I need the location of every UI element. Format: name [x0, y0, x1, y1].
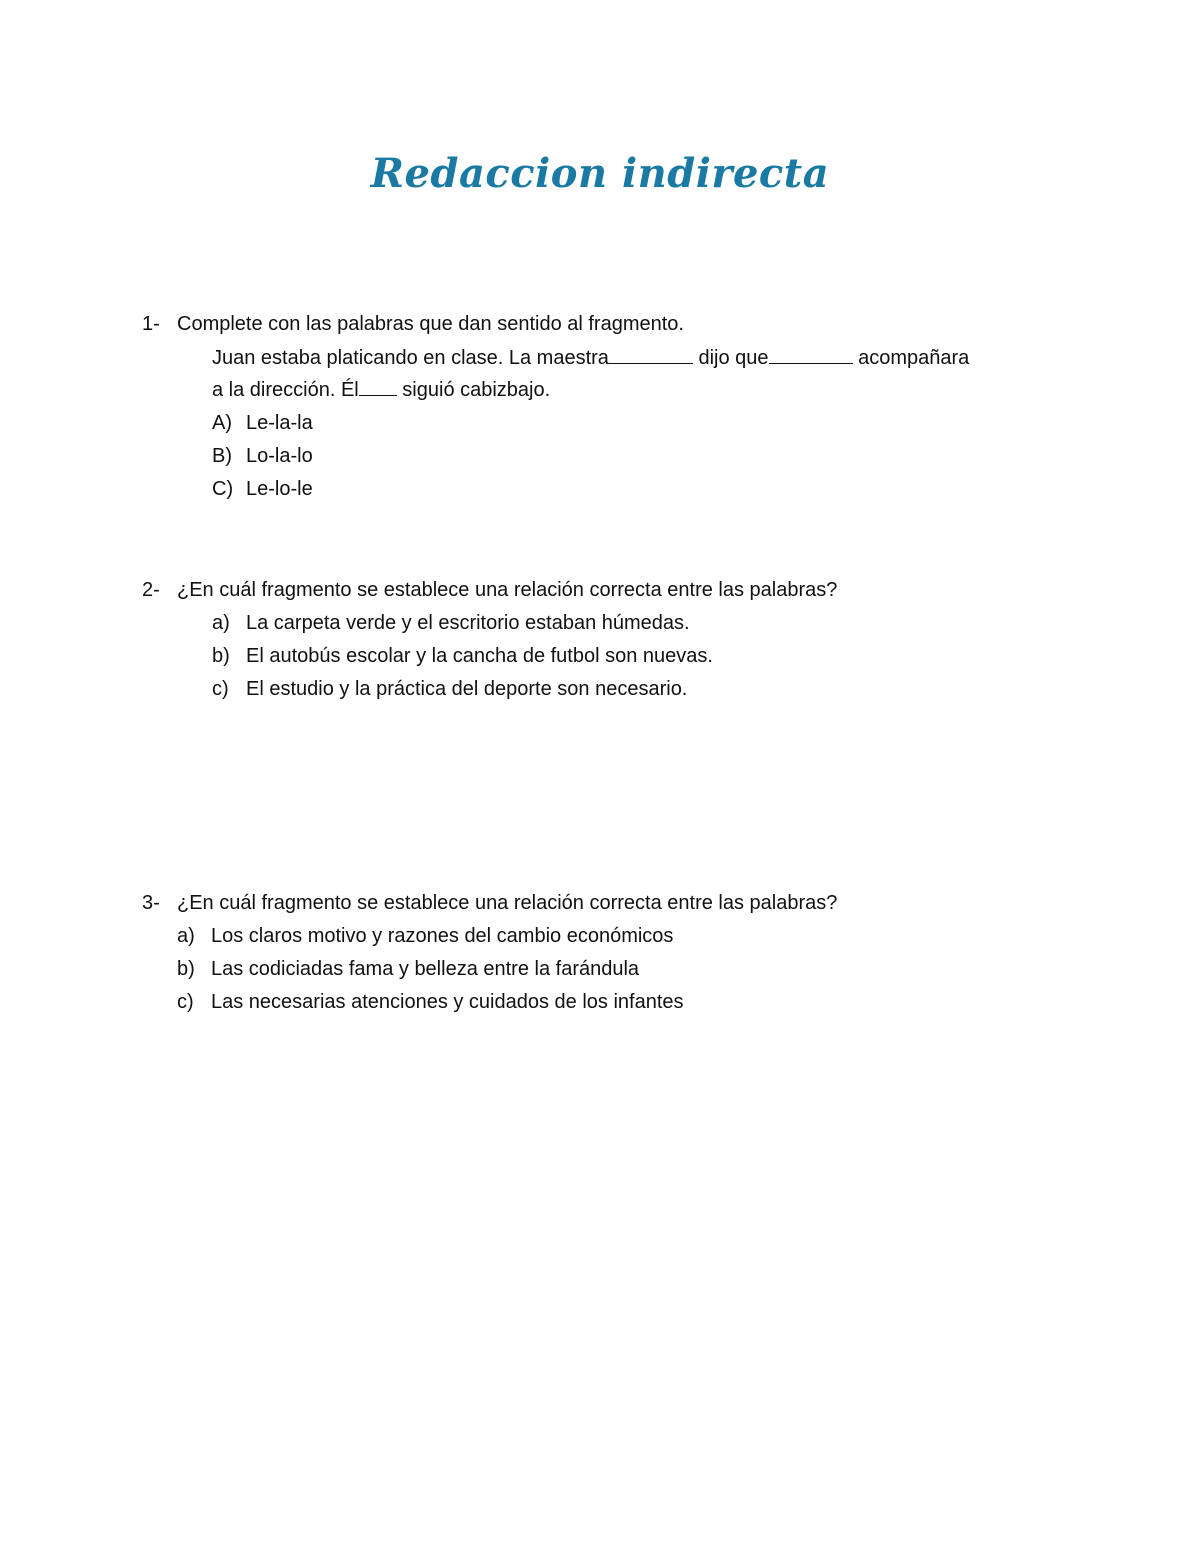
option-text: El autobús escolar y la cancha de futbol son nuevas.	[246, 645, 713, 667]
fill-blank	[609, 345, 693, 364]
option-c	[177, 986, 684, 1019]
option-letter: c)	[212, 678, 229, 700]
question-prompt: Complete con las palabras que dan sentido al fragmento.	[177, 313, 684, 335]
question-number: 3-	[142, 892, 160, 914]
option-text: Los claros motivo y razones del cambio económicos	[211, 925, 674, 947]
option-text: Lo-la-lo	[246, 445, 313, 467]
option-letter: a)	[177, 925, 195, 947]
page-title: Redaccion indirecta	[370, 150, 830, 197]
question-number: 1-	[142, 313, 160, 335]
fragment-text: siguió cabizbajo.	[396, 379, 551, 401]
option-c	[212, 473, 313, 506]
question-prompt: ¿En cuál fragmento se establece una relación correcta entre las palabras?	[177, 892, 838, 914]
fill-blank	[359, 377, 397, 396]
question-2	[142, 574, 1102, 714]
option-a	[212, 607, 690, 640]
fragment-line-1	[212, 342, 969, 375]
question-number: 2-	[142, 579, 160, 601]
option-letter: C)	[212, 478, 234, 500]
option-text: La carpeta verde y el escritorio estaban húmedas.	[246, 612, 690, 634]
option-b	[212, 640, 713, 673]
option-letter: b)	[177, 958, 195, 980]
option-a	[177, 920, 673, 953]
option-letter: c)	[177, 991, 194, 1013]
option-letter: a)	[212, 612, 230, 634]
option-c	[212, 673, 687, 706]
option-letter: A)	[212, 412, 232, 434]
option-text: Las codiciadas fama y belleza entre la farándula	[211, 958, 640, 980]
option-b	[177, 953, 639, 986]
fragment-text: Juan estaba platicando en clase. La maestra	[212, 347, 609, 369]
fill-blank	[769, 345, 853, 364]
option-text: Le-lo-le	[246, 478, 313, 500]
option-a	[212, 407, 313, 440]
option-letter: b)	[212, 645, 230, 667]
option-b	[212, 440, 313, 473]
option-letter: B)	[212, 445, 232, 467]
option-text: El estudio y la práctica del deporte son necesario.	[246, 678, 688, 700]
question-1	[142, 308, 1102, 508]
fragment-text: acompañara	[852, 347, 970, 369]
question-3	[142, 887, 1102, 1027]
fragment-text: a la dirección. Él	[212, 379, 359, 401]
fragment-text: dijo que	[692, 347, 769, 369]
option-text: Las necesarias atenciones y cuidados de los infantes	[211, 991, 684, 1013]
option-text: Le-la-la	[246, 412, 313, 434]
question-prompt: ¿En cuál fragmento se establece una relación correcta entre las palabras?	[177, 579, 838, 601]
fragment-line-2	[212, 374, 550, 407]
